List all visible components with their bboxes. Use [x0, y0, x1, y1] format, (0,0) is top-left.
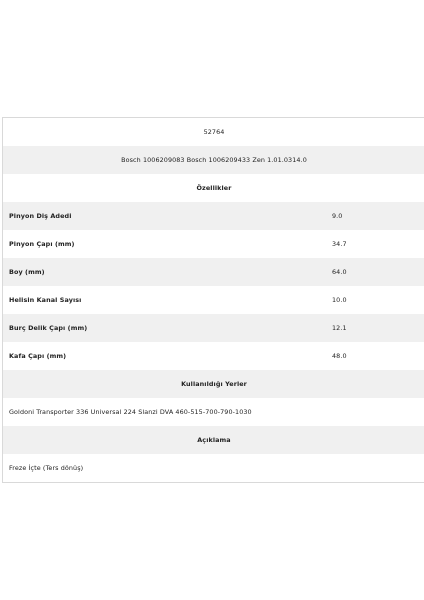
references-row: [3, 146, 424, 174]
spec-label: Burç Delik Çapı (mm): [9, 324, 88, 332]
specs-header: Özellikler: [196, 184, 232, 192]
spec-value: 9.0: [332, 212, 343, 220]
usage-header-row: [3, 370, 424, 398]
spec-value: 34.7: [332, 240, 347, 248]
spec-table: [2, 117, 424, 483]
references-text: Bosch 1006209083 Bosch 1006209433 Zen 1.01.0314.0: [121, 156, 307, 164]
usage-header: Kullanıldığı Yerler: [181, 380, 247, 388]
spec-row: [3, 230, 424, 258]
spec-row: [3, 314, 424, 342]
spec-label: Kafa Çapı (mm): [9, 352, 67, 360]
description-header-row: [3, 426, 424, 454]
spec-value: 12.1: [332, 324, 347, 332]
spec-row: [3, 342, 424, 370]
spec-row: [3, 202, 424, 230]
description-text: Freze İçte (Ters dönüş): [9, 464, 84, 472]
spec-value: 10.0: [332, 296, 347, 304]
spec-value: 48.0: [332, 352, 347, 360]
spec-label: Boy (mm): [9, 268, 45, 276]
spec-label: Helisin Kanal Sayısı: [9, 296, 82, 304]
spec-row: [3, 258, 424, 286]
spec-row: [3, 286, 424, 314]
spec-label: Pinyon Diş Adedi: [9, 212, 72, 220]
product-code: 52764: [203, 128, 225, 136]
usage-text: Goldoni Transporter 336 Universal 224 Slanzi DVA 460-515-700-790-1030: [9, 408, 252, 416]
description-header: Açıklama: [197, 436, 231, 444]
specs-header-row: [3, 174, 424, 202]
usage-row: [3, 398, 424, 426]
description-row: [3, 454, 424, 482]
product-code-row: [3, 118, 424, 146]
spec-label: Pinyon Çapı (mm): [9, 240, 75, 248]
spec-value: 64.0: [332, 268, 347, 276]
